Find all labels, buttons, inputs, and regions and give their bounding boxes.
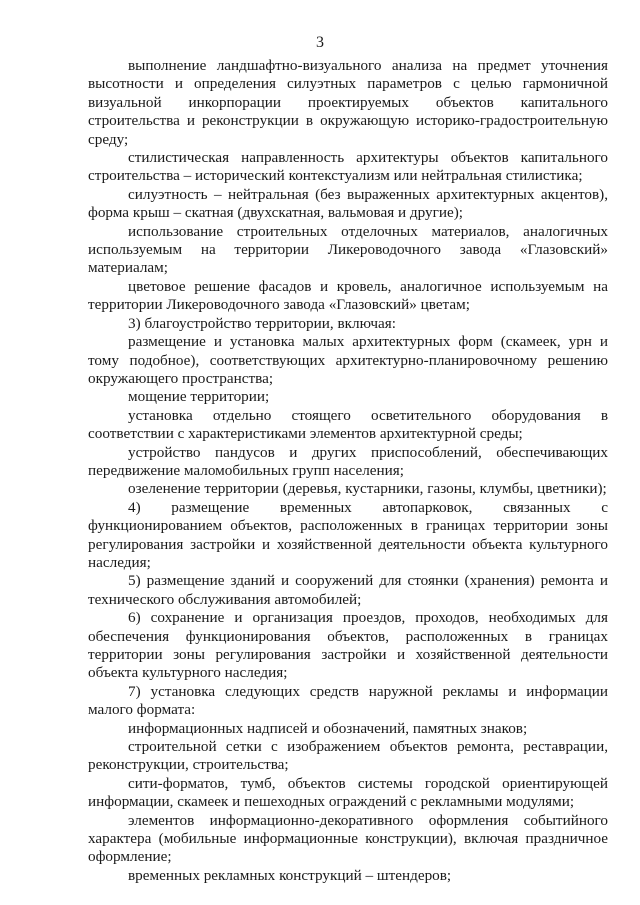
paragraph-stylistic-direction: стилистическая направленность архитектуры объектов капитального строительства – исторический контекстуализм или нейтральная стилистика;	[88, 149, 608, 185]
paragraph-finishing-materials: использование строительных отделочных материалов, аналогичных используемым на территории Ликероводочного завода «Глазовский» материалам;	[88, 222, 608, 277]
paragraph-temporary-signs: временных рекламных конструкций – штендеров;	[128, 866, 452, 884]
paragraph-construction-mesh: строительной сетки с изображением объектов ремонта, реставрации, реконструкции, строительства;	[88, 738, 608, 774]
paragraph-paving: мощение территории;	[128, 388, 270, 406]
paragraph-ramps: устройство пандусов и других приспособлений, обеспечивающих передвижение маломобильных групп населения;	[88, 443, 608, 479]
paragraph-info-signs: информационных надписей и обозначений, памятных знаков;	[128, 719, 528, 737]
paragraph-visual-analysis: выполнение ландшафтно-визуального анализа на предмет уточнения высотности и определения силуэтных параметров с целью гармоничной визуальной инкорпорации проектируемых объектов капитального строительства и реконструкции в окружающую историко-градостроительную среду;	[88, 57, 608, 148]
paragraph-greening: озеленение территории (деревья, кустарники, газоны, клумбы, цветники);	[128, 480, 607, 498]
paragraph-lighting: установка отдельно стоящего осветительного оборудования в соответствии с характеристиками элементов архитектурной среды;	[88, 406, 608, 443]
paragraph-item-7-advertising: 7) установка следующих средств наружной рекламы и информации малого формата:	[88, 682, 608, 719]
paragraph-small-architectural-forms: размещение и установка малых архитектурных форм (скамеек, урн и тому подобное), соответствующих архитектурно-планировочному решению окружающего пространства;	[88, 333, 608, 387]
document-body	[88, 57, 608, 885]
paragraph-item-5-garages: 5) размещение зданий и сооружений для стоянки (хранения) ремонта и технического обслуживания автомобилей;	[88, 572, 608, 608]
paragraph-silhouette: силуэтность – нейтральная (без выраженных архитектурных акцентов), форма крыш – скатная (двухскатная, вальмовая и другие);	[88, 185, 608, 222]
paragraph-item-4-parking: 4) размещение временных автопарковок, связанных с функционированием объектов, расположенных в границах территории зоны регулирования застройки и хозяйственной деятельности объекта культурного наследия;	[88, 498, 608, 571]
paragraph-color-solution: цветовое решение фасадов и кровель, аналогичное используемым на территории Ликероводочного завода «Глазовский» цветам;	[88, 277, 608, 314]
paragraph-decorative-elements: элементов информационно-декоративного оформления событийного характера (мобильные информационные конструкции), включая праздничное оформление;	[88, 811, 608, 866]
paragraph-city-formats: сити-форматов, тумб, объектов системы городской ориентирующей информации, скамеек и пешеходных ограждений с рекламными модулями;	[88, 774, 608, 811]
paragraph-item-3-landscaping: 3) благоустройство территории, включая:	[128, 314, 396, 332]
page-number: 3	[316, 34, 324, 51]
paragraph-item-6-driveways: 6) сохранение и организация проездов, проходов, необходимых для обеспечения функционирования объектов, расположенных в границах территории зоны регулирования застройки и хозяйственной деятельности объекта культурного наследия;	[88, 609, 608, 682]
